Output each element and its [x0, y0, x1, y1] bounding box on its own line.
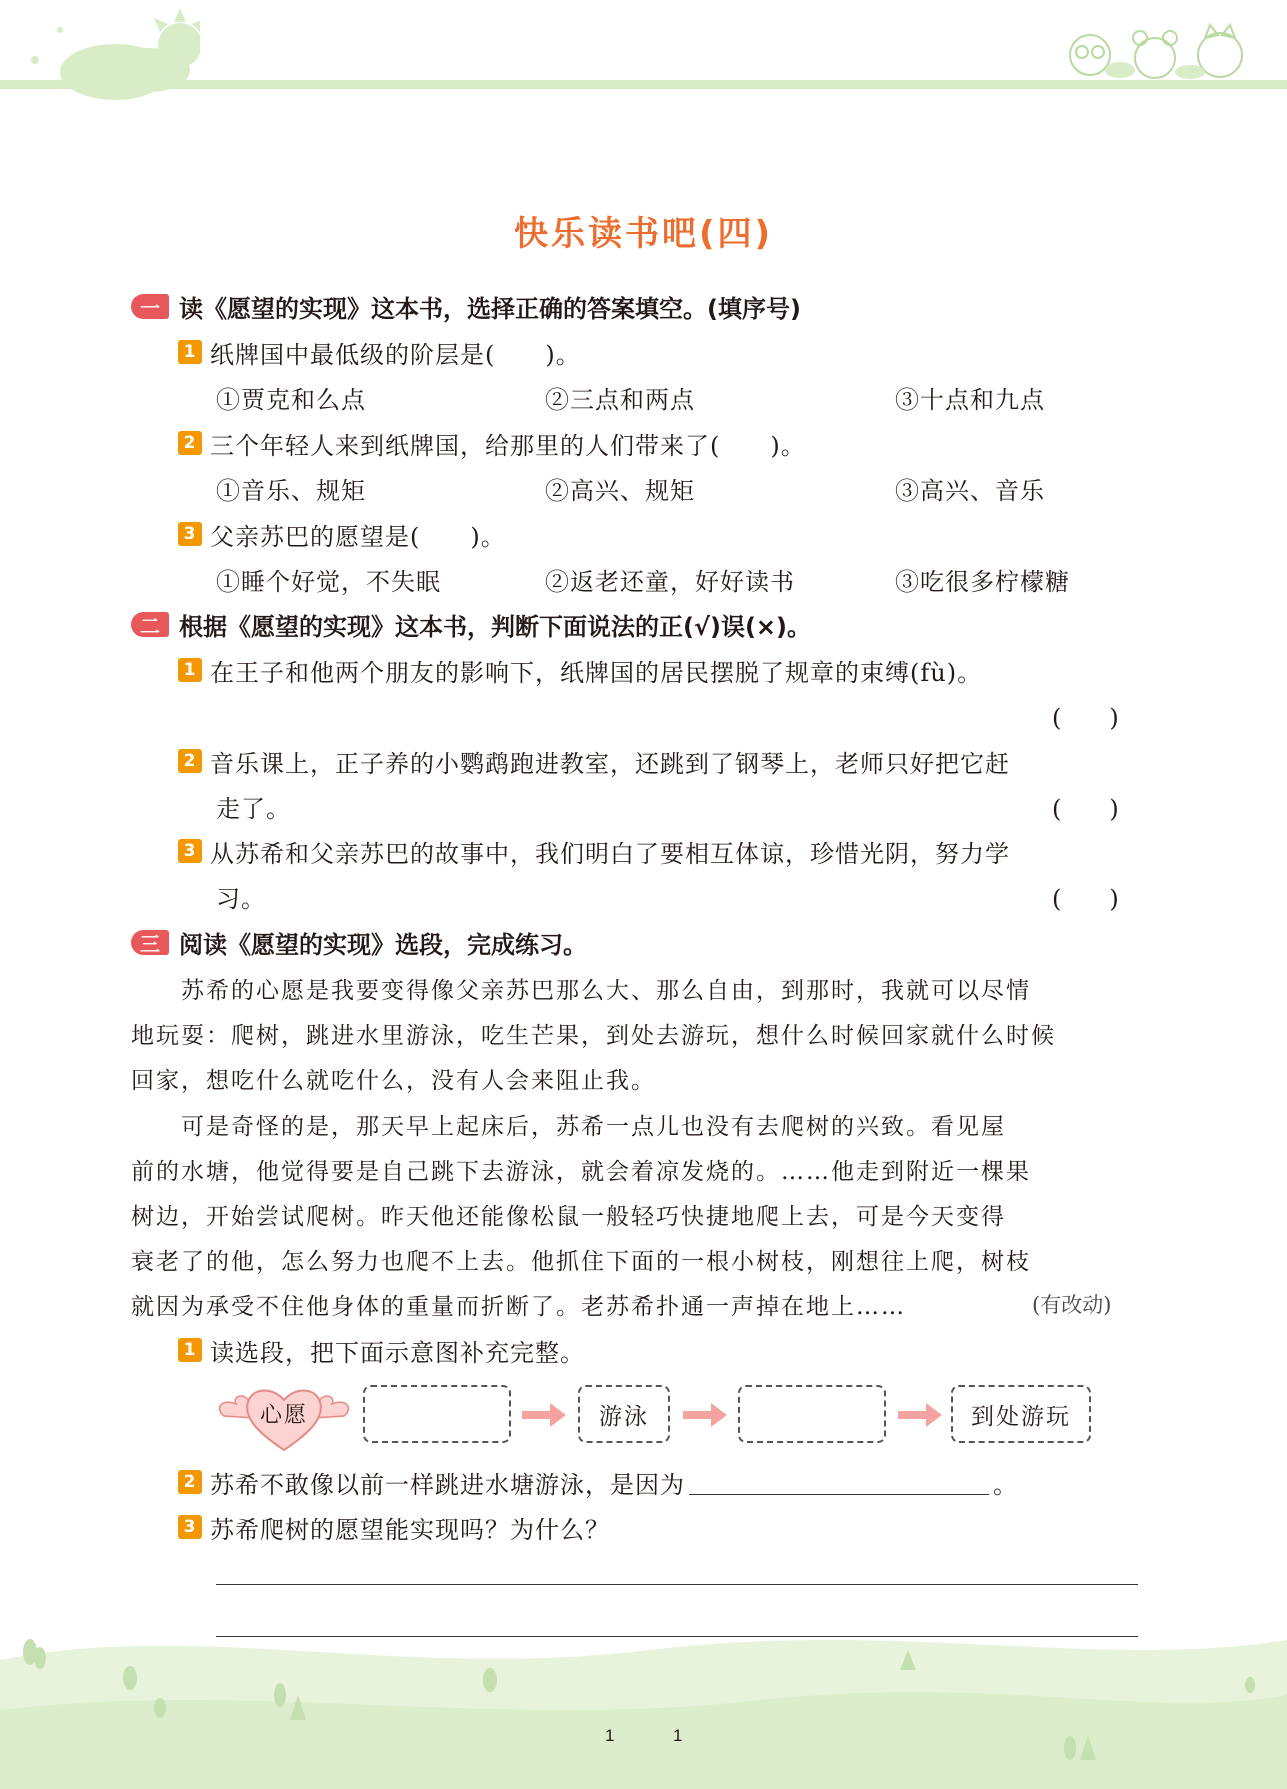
- question-number: 3: [178, 1515, 202, 1539]
- section-2-heading: [131, 608, 811, 640]
- question-text: 苏希爬树的愿望能实现吗？为什么？: [210, 1515, 610, 1544]
- page-number: 1: [605, 1726, 615, 1745]
- flow-box-swim: 游泳: [578, 1385, 670, 1443]
- question-number: 2: [178, 431, 202, 455]
- section-3-badge: 三: [131, 930, 169, 955]
- question-text: 在王子和他两个朋友的影响下，纸牌国的居民摆脱了规章的束缚(fù)。: [210, 658, 983, 687]
- s3-question-1: [178, 1333, 585, 1367]
- question-number: 2: [178, 749, 202, 773]
- s1-q3-option-2: ②返老还童，好好读书: [545, 567, 795, 596]
- s1-q1-option-2: ②三点和两点: [545, 385, 695, 414]
- question-number: 3: [178, 839, 202, 863]
- s1-q1-option-1: ①贾克和么点: [216, 385, 366, 414]
- page-number: 1: [673, 1726, 683, 1745]
- s2-question-3: [178, 834, 1010, 868]
- passage-line: 苏希的心愿是我要变得像父亲苏巴那么大、那么自由，到那时，我就可以尽情: [131, 977, 1031, 1004]
- section-3-heading-text: 阅读《愿望的实现》选段，完成练习。: [179, 930, 587, 959]
- flow-blank-box-1[interactable]: [363, 1385, 511, 1443]
- animal-friends-icon: [1060, 20, 1260, 90]
- green-hills-background: [0, 1600, 1287, 1789]
- answer-parentheses[interactable]: ( ): [1052, 703, 1119, 732]
- question-number: 2: [178, 1470, 202, 1494]
- page-title: 快乐读书吧(四): [513, 214, 774, 254]
- question-text: 音乐课上，正子养的小鹦鹉跑进教室，还跳到了钢琴上，老师只好把它赶: [210, 749, 1010, 778]
- s1-q3-option-1: ①睡个好觉，不失眠: [216, 567, 441, 596]
- answer-parentheses[interactable]: ( ): [1052, 884, 1119, 913]
- section-2-heading-text: 根据《愿望的实现》这本书，判断下面说法的正(√)误(×)。: [179, 612, 811, 641]
- section-1-heading-text: 读《愿望的实现》这本书，选择正确的答案填空。(填序号): [179, 294, 801, 323]
- s1-q2-option-2: ②高兴、规矩: [545, 476, 695, 505]
- question-text: 父亲苏巴的愿望是( )。: [210, 522, 506, 551]
- question-text: 三个年轻人来到纸牌国，给那里的人们带来了( )。: [210, 431, 806, 460]
- s1-question-2: [178, 426, 806, 460]
- heart-label: 心愿: [259, 1403, 308, 1428]
- s3-question-3: [178, 1510, 610, 1544]
- s1-q2-option-1: ①音乐、规矩: [216, 476, 366, 505]
- sun-cloud-icon: [20, 0, 200, 110]
- passage-line: 衰老了的他，怎么努力也爬不上去。他抓住下面的一根小树枝，刚想往上爬，树枝: [131, 1248, 1031, 1275]
- question-text: 纸牌国中最低级的阶层是( )。: [210, 340, 581, 369]
- question-text: 苏希不敢像以前一样跳进水塘游泳，是因为: [210, 1470, 685, 1499]
- s1-question-1: [178, 335, 581, 369]
- section-1-heading: [131, 290, 801, 322]
- passage-line: 可是奇怪的是，那天早上起床后，苏希一点儿也没有去爬树的兴致。看见屋: [131, 1113, 1006, 1140]
- question-text: 从苏希和父亲苏巴的故事中，我们明白了要相互体谅，珍惜光阴，努力学: [210, 839, 1010, 868]
- passage-line: 树边，开始尝试爬树。昨天他还能像松鼠一般轻巧快捷地爬上去，可是今天变得: [131, 1203, 1006, 1230]
- section-1-badge: 一: [131, 294, 169, 319]
- s1-question-3: [178, 517, 506, 551]
- flow-blank-box-2[interactable]: [738, 1385, 886, 1443]
- question-text-continued: 习。: [216, 884, 266, 913]
- answer-line[interactable]: [216, 1584, 1138, 1585]
- question-text-end: 。: [993, 1470, 1018, 1499]
- passage-line: 前的水塘，他觉得要是自己跳下去游泳，就会着凉发烧的。……他走到附近一棵果: [131, 1158, 1031, 1185]
- question-number: 1: [178, 340, 202, 364]
- question-number: 1: [178, 1338, 202, 1362]
- answer-parentheses[interactable]: ( ): [1052, 794, 1119, 823]
- s2-question-2: [178, 744, 1010, 778]
- section-3-heading: [131, 926, 587, 958]
- s2-question-1: [178, 653, 982, 687]
- s1-q2-option-3: ③高兴、音乐: [895, 476, 1045, 505]
- section-2-badge: 二: [131, 612, 169, 637]
- question-number: 3: [178, 522, 202, 546]
- arrow-right-icon: [683, 1403, 727, 1427]
- s1-q3-option-3: ③吃很多柠檬糖: [895, 567, 1070, 596]
- passage-line: 地玩耍：爬树，跳进水里游泳，吃生芒果，到处去游玩，想什么时候回家就什么时候: [131, 1022, 1056, 1049]
- source-note: (有改动): [1032, 1293, 1112, 1317]
- question-number: 1: [178, 658, 202, 682]
- s1-q1-option-3: ③十点和九点: [895, 385, 1045, 414]
- arrow-right-icon: [522, 1403, 566, 1427]
- question-text-continued: 走了。: [216, 794, 291, 823]
- arrow-right-icon: [898, 1403, 942, 1427]
- s3-question-2: [178, 1465, 1018, 1499]
- passage-line: 回家，想吃什么就吃什么，没有人会来阻止我。: [131, 1067, 656, 1094]
- flow-box-travel: 到处游玩: [951, 1385, 1091, 1443]
- fill-in-blank-line[interactable]: [689, 1470, 989, 1495]
- passage-line: 就因为承受不住他身体的重量而折断了。老苏希扑通一声掉在地上……: [131, 1293, 906, 1320]
- question-text: 读选段，把下面示意图补充完整。: [210, 1338, 585, 1367]
